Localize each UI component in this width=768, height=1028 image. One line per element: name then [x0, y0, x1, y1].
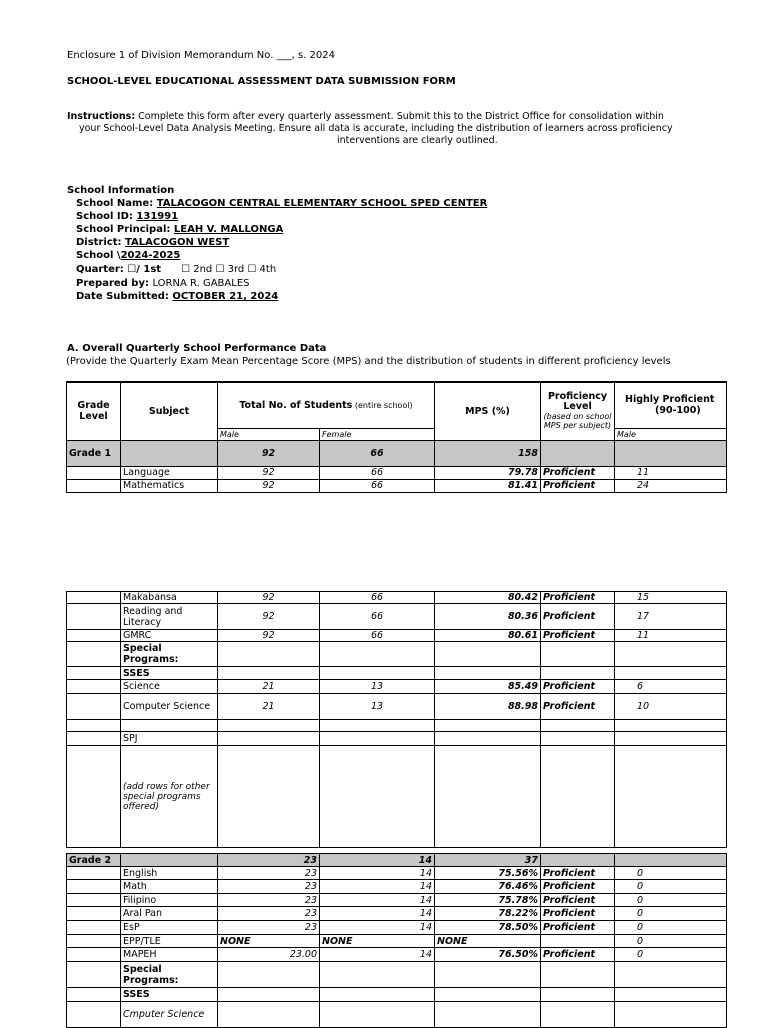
level-cell: Proficient: [541, 880, 615, 894]
subject-cell: Language: [121, 466, 218, 479]
mps-cell: NONE: [435, 935, 541, 948]
table-row: [67, 867, 727, 880]
table-row: [67, 962, 727, 988]
school-year-row: [76, 250, 180, 261]
grade-level-header: Grade Level: [67, 382, 121, 440]
table-row: [67, 466, 727, 479]
subject-cell: SSES: [121, 988, 218, 1002]
hp-cell: 15: [615, 592, 727, 604]
total-students-label: Total No. of Students: [239, 399, 353, 411]
male-cell: 23: [218, 921, 320, 935]
male-cell: 23: [218, 867, 320, 880]
table-row: [67, 854, 727, 867]
level-cell: [541, 935, 615, 948]
male-cell: 92: [218, 466, 320, 479]
subject-header: Subject: [121, 382, 218, 440]
table-row: [67, 732, 727, 746]
subject-cell: [121, 440, 218, 466]
hp-cell: [615, 440, 727, 466]
level-cell: [541, 667, 615, 680]
male-cell: 92: [218, 479, 320, 492]
female-cell: 66: [320, 440, 435, 466]
level-cell: [541, 962, 615, 988]
table-row: [67, 694, 727, 720]
grade-cell: [67, 894, 121, 907]
male-cell: [218, 1002, 320, 1028]
grade-cell: [67, 988, 121, 1002]
grade-cell: [67, 630, 121, 642]
school-id-value: 131991: [136, 211, 179, 222]
hp-male-subheader: Male: [615, 428, 727, 440]
level-cell: Proficient: [541, 894, 615, 907]
hp-cell: [615, 746, 727, 848]
level-cell: [541, 746, 615, 848]
grade-cell: [67, 592, 121, 604]
male-cell: 92: [218, 604, 320, 630]
subject-cell: Special Programs:: [121, 962, 218, 988]
hp-cell: 17: [615, 604, 727, 630]
mps-cell: 76.50%: [435, 948, 541, 962]
level-cell: Proficient: [541, 694, 615, 720]
level-cell: Proficient: [541, 921, 615, 935]
female-cell: [320, 732, 435, 746]
level-cell: Proficient: [541, 867, 615, 880]
date-row: [76, 291, 278, 302]
mps-header: MPS (%): [435, 382, 541, 440]
instructions-line1: Complete this form after every quarterly assessment. Submit this to the District Office for consolidation within: [135, 111, 664, 122]
subject-cell: SSES: [121, 667, 218, 680]
proficiency-note: (based on school MPS per subject): [543, 412, 612, 431]
quarter-label: Quarter:: [76, 264, 128, 275]
grade-cell: [67, 948, 121, 962]
highly-proficient-header: [615, 382, 727, 428]
subject-cell: Aral Pan: [121, 907, 218, 921]
level-cell: Proficient: [541, 630, 615, 642]
mps-cell: [435, 988, 541, 1002]
grade-cell: [67, 1002, 121, 1028]
female-cell: 14: [320, 921, 435, 935]
table-row: [67, 479, 727, 492]
mps-cell: 85.49: [435, 680, 541, 694]
grade-cell: [67, 720, 121, 732]
subject-cell: Mathematics: [121, 479, 218, 492]
table1-clip: [66, 381, 715, 494]
hp-cell: 0: [615, 880, 727, 894]
grade-cell: Grade 1: [67, 440, 121, 466]
prepared-label: Prepared by:: [76, 278, 153, 289]
male-cell: 21: [218, 680, 320, 694]
male-cell: 23: [218, 894, 320, 907]
level-cell: [541, 854, 615, 867]
total-students-header: [218, 382, 435, 428]
hp-cell: 6: [615, 680, 727, 694]
instructions-line3: interventions are clearly outlined.: [337, 135, 498, 146]
level-cell: [541, 642, 615, 667]
grade-cell: [67, 466, 121, 479]
level-cell: Proficient: [541, 907, 615, 921]
male-cell: 92: [218, 630, 320, 642]
male-cell: [218, 642, 320, 667]
subject-cell: EsP: [121, 921, 218, 935]
table-row: [67, 642, 727, 667]
female-cell: 14: [320, 867, 435, 880]
subject-cell: Makabansa: [121, 592, 218, 604]
female-cell: 66: [320, 630, 435, 642]
school-year-label: School \: [76, 250, 121, 261]
male-cell: [218, 720, 320, 732]
female-cell: [320, 720, 435, 732]
table-row: [67, 440, 727, 466]
district-label: District:: [76, 237, 126, 248]
mps-cell: 158: [435, 440, 541, 466]
grade-cell: [67, 642, 121, 667]
table2-clip: [66, 591, 669, 854]
male-cell: 21: [218, 694, 320, 720]
female-cell: [320, 746, 435, 848]
male-cell: 23: [218, 854, 320, 867]
school-year-value: 2024-2025: [120, 250, 181, 261]
table-row: [67, 680, 727, 694]
hp-cell: [615, 642, 727, 667]
female-cell: [320, 1002, 435, 1028]
table-row: [67, 592, 727, 604]
subject-cell: [121, 720, 218, 732]
hp-cell: 24: [615, 479, 727, 492]
quarter-row: [76, 264, 276, 275]
subject-cell: Filipino: [121, 894, 218, 907]
date-label: Date Submitted:: [76, 291, 173, 302]
hp-cell: [615, 720, 727, 732]
performance-table-bottom: [66, 853, 727, 1028]
female-cell: [320, 642, 435, 667]
male-cell: 23.00: [218, 948, 320, 962]
male-cell: NONE: [218, 935, 320, 948]
mps-cell: [435, 732, 541, 746]
mps-cell: 37: [435, 854, 541, 867]
performance-table-middle: [66, 591, 727, 848]
instructions-label: Instructions:: [67, 111, 136, 122]
prepared-row: [76, 278, 249, 289]
subject-cell: Reading and Literacy: [121, 604, 218, 630]
table-row: [67, 604, 727, 630]
level-cell: Proficient: [541, 592, 615, 604]
male-cell: [218, 746, 320, 848]
mps-cell: 88.98: [435, 694, 541, 720]
mps-cell: 78.50%: [435, 921, 541, 935]
hp-cell: 0: [615, 894, 727, 907]
mps-cell: 75.78%: [435, 894, 541, 907]
table-row: [67, 667, 727, 680]
mps-cell: 78.22%: [435, 907, 541, 921]
female-cell: 14: [320, 854, 435, 867]
highly-proficient-label: Highly Proficient: [625, 394, 715, 406]
grade-cell: [67, 921, 121, 935]
hp-cell: 0: [615, 935, 727, 948]
female-cell: [320, 667, 435, 680]
prepared-value: LORNA R. GABALES: [152, 278, 250, 289]
female-cell: 66: [320, 466, 435, 479]
instructions-block: [67, 111, 673, 147]
district-value: TALACOGON WEST: [125, 237, 230, 248]
school-name-label: School Name:: [76, 198, 157, 209]
table-row: [67, 935, 727, 948]
principal-row: [76, 224, 283, 235]
subject-cell: Cmputer Science: [121, 1002, 218, 1028]
table-row: [67, 948, 727, 962]
school-id-row: [76, 211, 178, 222]
mps-cell: 80.61: [435, 630, 541, 642]
mps-cell: [435, 720, 541, 732]
subject-cell: EPP/TLE: [121, 935, 218, 948]
level-cell: Proficient: [541, 604, 615, 630]
quarter-other-checkboxes[interactable]: ☐ 2nd ☐ 3rd ☐ 4th: [181, 264, 277, 275]
school-name-row: [76, 198, 487, 209]
male-subheader: Male: [218, 428, 320, 440]
female-subheader: Female: [320, 428, 435, 440]
table-row: [67, 988, 727, 1002]
female-cell: 13: [320, 680, 435, 694]
table-row: [67, 630, 727, 642]
grade-cell: [67, 962, 121, 988]
hp-cell: 0: [615, 948, 727, 962]
grade-cell: [67, 694, 121, 720]
proficiency-header: [541, 382, 615, 440]
enclosure-line: Enclosure 1 of Division Memorandum No. ___, s. 2024: [67, 50, 335, 61]
female-cell: 66: [320, 479, 435, 492]
proficiency-label: Proficiency Level: [547, 391, 608, 413]
section-a-subtitle: (Provide the Quarterly Exam Mean Percentage Score (MPS) and the distribution of students in different proficiency levels: [66, 356, 671, 367]
female-cell: 14: [320, 894, 435, 907]
hp-cell: [615, 962, 727, 988]
table-row: [67, 1002, 727, 1028]
principal-value: LEAH V. MALLONGA: [173, 224, 284, 235]
hp-cell: 11: [615, 630, 727, 642]
female-cell: 14: [320, 948, 435, 962]
level-cell: Proficient: [541, 680, 615, 694]
subject-cell: Computer Science: [121, 694, 218, 720]
male-cell: 23: [218, 907, 320, 921]
principal-label: School Principal:: [76, 224, 174, 235]
subject-cell: SPJ: [121, 732, 218, 746]
date-value: OCTOBER 21, 2024: [172, 291, 279, 302]
subject-cell: (add rows for other special programs offered): [121, 746, 218, 848]
level-cell: [541, 732, 615, 746]
total-students-note: (entire school): [352, 400, 413, 410]
mps-cell: [435, 1002, 541, 1028]
mps-cell: [435, 746, 541, 848]
female-cell: 14: [320, 907, 435, 921]
subject-cell: GMRC: [121, 630, 218, 642]
mps-cell: [435, 962, 541, 988]
level-cell: Proficient: [541, 466, 615, 479]
mps-cell: 80.42: [435, 592, 541, 604]
hp-cell: 11: [615, 466, 727, 479]
instructions-line2: your School-Level Data Analysis Meeting. Ensure all data is accurate, including the distribution of learners across proficiency: [79, 123, 673, 134]
male-cell: [218, 732, 320, 746]
mps-cell: 81.41: [435, 479, 541, 492]
mps-cell: 75.56%: [435, 867, 541, 880]
highly-proficient-range: (90-100): [655, 405, 701, 417]
hp-cell: 10: [615, 694, 727, 720]
table-row: [67, 894, 727, 907]
grade-cell: [67, 907, 121, 921]
hp-cell: 0: [615, 907, 727, 921]
subject-cell: English: [121, 867, 218, 880]
subject-cell: MAPEH: [121, 948, 218, 962]
grade-cell: [67, 935, 121, 948]
subject-cell: Science: [121, 680, 218, 694]
male-cell: 23: [218, 880, 320, 894]
male-cell: 92: [218, 592, 320, 604]
hp-cell: [615, 667, 727, 680]
form-title: SCHOOL-LEVEL EDUCATIONAL ASSESSMENT DATA SUBMISSION FORM: [67, 76, 456, 87]
district-row: [76, 237, 229, 248]
level-cell: [541, 988, 615, 1002]
school-id-label: School ID:: [76, 211, 137, 222]
section-a-title: A. Overall Quarterly School Performance Data: [67, 343, 327, 354]
level-cell: [541, 720, 615, 732]
subject-cell: Special Programs:: [121, 642, 218, 667]
table-row: [67, 907, 727, 921]
school-info-title: School Information: [67, 185, 175, 196]
table3-clip: [66, 853, 669, 1024]
mps-cell: 79.78: [435, 466, 541, 479]
male-cell: [218, 962, 320, 988]
performance-table-top: [66, 381, 727, 493]
hp-cell: [615, 732, 727, 746]
grade-cell: [67, 604, 121, 630]
male-cell: [218, 667, 320, 680]
hp-cell: [615, 988, 727, 1002]
hp-cell: 0: [615, 921, 727, 935]
grade-cell: [67, 479, 121, 492]
table-row: [67, 880, 727, 894]
subject-cell: Math: [121, 880, 218, 894]
hp-cell: [615, 854, 727, 867]
table-row: [67, 720, 727, 732]
female-cell: 14: [320, 880, 435, 894]
grade-cell: [67, 880, 121, 894]
female-cell: [320, 988, 435, 1002]
level-cell: Proficient: [541, 479, 615, 492]
male-cell: [218, 988, 320, 1002]
hp-cell: 0: [615, 867, 727, 880]
female-cell: [320, 962, 435, 988]
female-cell: NONE: [320, 935, 435, 948]
female-cell: 66: [320, 604, 435, 630]
grade-cell: [67, 667, 121, 680]
grade-cell: Grade 2: [67, 854, 121, 867]
level-cell: Proficient: [541, 948, 615, 962]
table-row: [67, 746, 727, 848]
female-cell: 66: [320, 592, 435, 604]
mps-cell: [435, 642, 541, 667]
hp-cell: [615, 1002, 727, 1028]
school-name-value: TALACOGON CENTRAL ELEMENTARY SCHOOL SPED CENTER: [156, 198, 488, 209]
table-row: [67, 921, 727, 935]
mps-cell: 80.36: [435, 604, 541, 630]
mps-cell: 76.46%: [435, 880, 541, 894]
level-cell: [541, 440, 615, 466]
grade-cell: [67, 732, 121, 746]
mps-cell: [435, 667, 541, 680]
male-cell: 92: [218, 440, 320, 466]
grade-cell: [67, 680, 121, 694]
level-cell: [541, 1002, 615, 1028]
grade-cell: [67, 867, 121, 880]
table-header-row: [67, 382, 727, 428]
grade-cell: [67, 746, 121, 848]
quarter-first-checkbox[interactable]: ☐/ 1st: [127, 264, 162, 275]
female-cell: 13: [320, 694, 435, 720]
subject-cell: [121, 854, 218, 867]
